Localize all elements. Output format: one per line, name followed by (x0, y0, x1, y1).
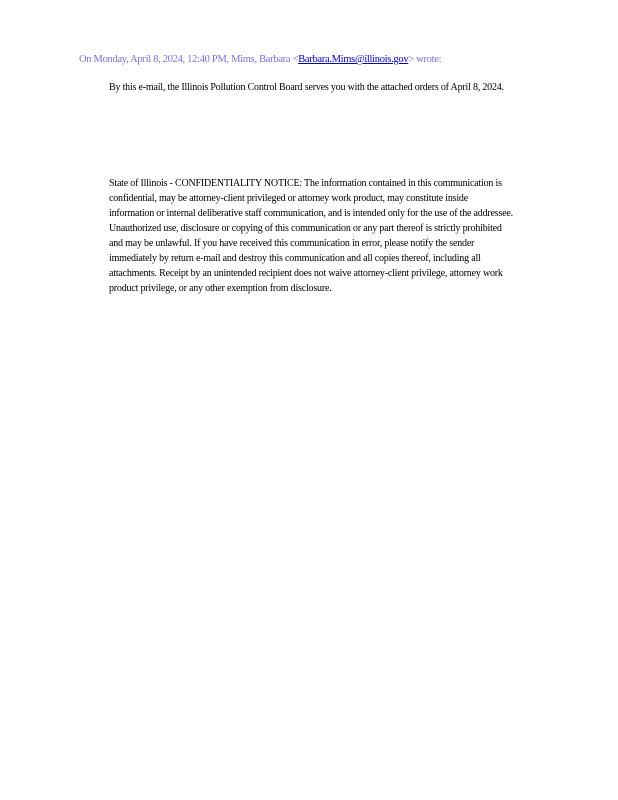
reply-header-suffix: > wrote: (408, 54, 442, 65)
confidentiality-notice: State of Illinois - CONFIDENTIALITY NOTICE: The information contained in this communication is confidential, may be attorney-client privileged or attorney work product, may constitute inside information or internal deliberative staff communication, and is intended only for the use of the addressee. Unauthorized use, disclosure or copying of this communication or any part thereof is strictly prohibited and may be unlawful. If you have received this communication in error, please notify the sender immediately by return e-mail and destroy this communication and all copies thereof, including all attachments. Receipt by an unintended recipient does not waive attorney-client privilege, attorney work product privilege, or any other exemption from disclosure. (109, 178, 513, 294)
reply-header-prefix: On Monday, April 8, 2024, 12:40 PM, Mims, Barbara < (79, 54, 299, 65)
message-body: By this e-mail, the Illinois Pollution Control Board serves you with the attached orders of April 8, 2024. (109, 82, 504, 93)
reply-header (79, 54, 599, 65)
sender-email-link[interactable]: Barbara.Mims@illinois.gov (298, 54, 409, 65)
